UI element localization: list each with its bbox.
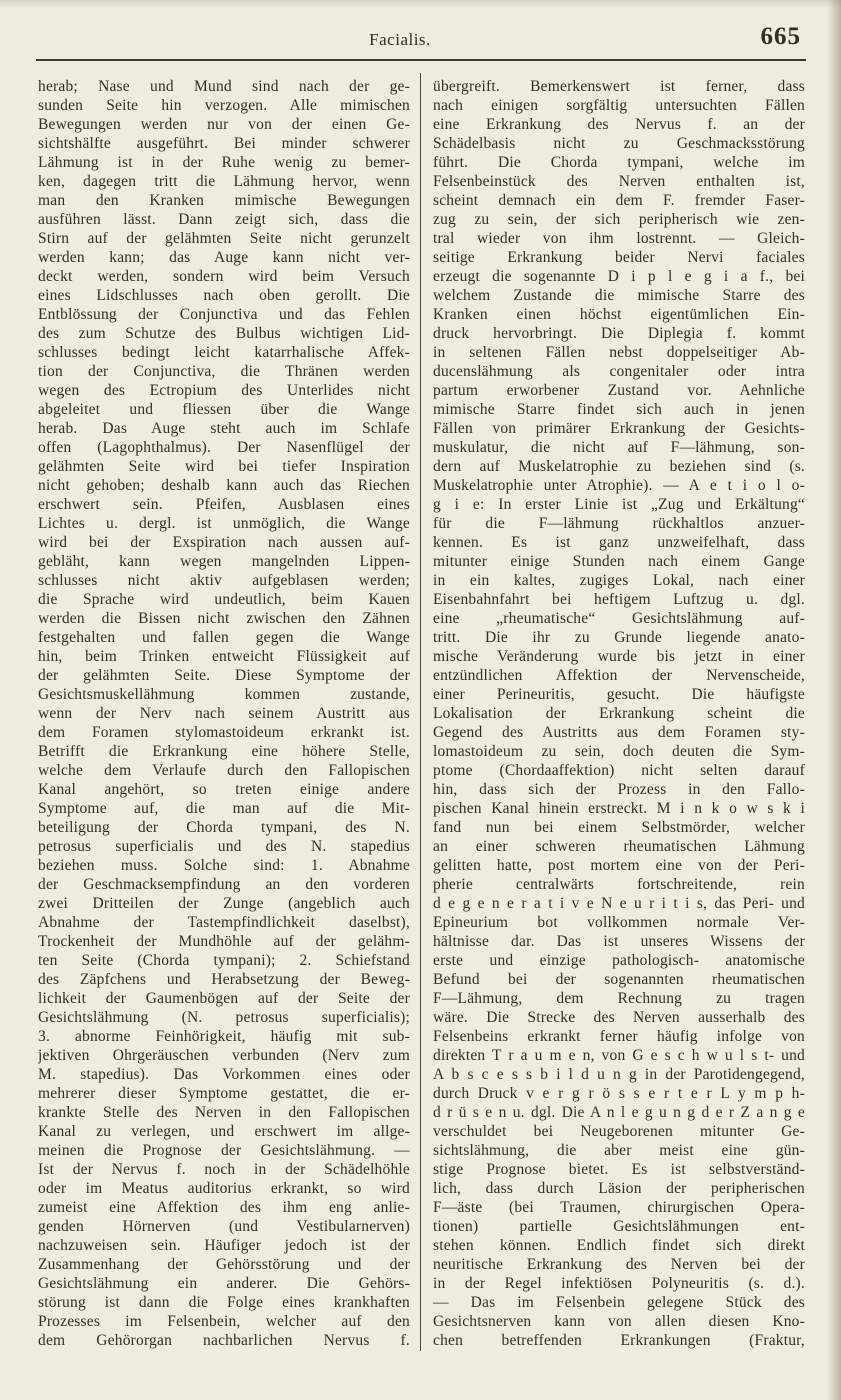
text-line: sichtshälfte ausgeführt. Bei minder schwerer bbox=[38, 135, 410, 152]
text-line: führt. Die Chorda tympani, welche im bbox=[433, 154, 805, 171]
text-line: zumeist eine Affektion des ihm eng anlie- bbox=[38, 1199, 410, 1216]
text-line: erzeugt die sogenannte D i p l e g i a f., bei bbox=[433, 268, 805, 285]
text-line: — Das im Felsenbein gelegene Stück des bbox=[433, 1294, 805, 1311]
text-line: einer Perineuritis, gesucht. Die häufigste bbox=[433, 686, 805, 703]
text-line: Lokalisation der Erkrankung scheint die bbox=[433, 705, 805, 722]
text-line: ducenslähmung als congenitaler oder intra bbox=[433, 363, 805, 380]
text-line: nachzuweisen sein. Häufiger jedoch ist der bbox=[38, 1237, 410, 1254]
text-column-left bbox=[38, 77, 410, 1350]
text-line: erschwert sein. Pfeifen, Ausblasen eines bbox=[38, 496, 410, 513]
text-line: ten Seite (Chorda tympani); 2. Schiefstand bbox=[38, 952, 410, 969]
text-line: störung ist dann die Folge eines krankhaften bbox=[38, 1294, 410, 1311]
text-line: abgeleitet und fliessen über die Wange bbox=[38, 401, 410, 418]
text-line: zug zu sein, der sich peripherisch wie zen- bbox=[433, 211, 805, 228]
text-line: meinen die Prognose der Gesichtslähmung. — bbox=[38, 1142, 410, 1159]
text-line: werden die Bissen nicht zwischen den Zähnen bbox=[38, 610, 410, 627]
text-line: durch Druck v e r g r ö s s e r t e r L y m p h- bbox=[433, 1085, 805, 1102]
text-line: die Sprache wird undeutlich, beim Kauen bbox=[38, 591, 410, 608]
text-line: sunden Seite hin verzogen. Alle mimischen bbox=[38, 97, 410, 114]
text-line: tionen) partielle Gesichtslähmungen ent- bbox=[433, 1218, 805, 1235]
text-line: schlusses bedingt leicht katarrhalische Affek- bbox=[38, 344, 410, 361]
text-line: offen (Lagophthalmus). Der Nasenflügel der bbox=[38, 439, 410, 456]
text-line: man den Kranken mimische Bewegungen bbox=[38, 192, 410, 209]
text-line: Bewegungen werden nur von der einen Ge- bbox=[38, 116, 410, 133]
text-line: Betrifft die Erkrankung eine höhere Stelle, bbox=[38, 743, 410, 760]
text-line: eine „rheumatische“ Gesichtslähmung auf- bbox=[433, 610, 805, 627]
text-line: neuritische Erkrankung des Nerven bei der bbox=[433, 1256, 805, 1273]
text-line: scheint demnach ein dem F. fremder Faser- bbox=[433, 192, 805, 209]
header-rule bbox=[36, 59, 806, 61]
text-line: Lichtes u. dergl. ist unmöglich, die Wange bbox=[38, 515, 410, 532]
text-line: an einer schweren rheumatischen Lähmung bbox=[433, 838, 805, 855]
text-line: Prozesses im Felsenbein, welcher auf den bbox=[38, 1313, 410, 1330]
text-line: Befund bei der sogenannten rheumatischen bbox=[433, 971, 805, 988]
text-line: in ein kaltes, zugiges Lokal, nach einer bbox=[433, 572, 805, 589]
text-line: entzündlichen Affektion der Nervenscheide, bbox=[433, 667, 805, 684]
text-line: mitunter einige Stunden nach einem Gange bbox=[433, 553, 805, 570]
text-line: pischen Kanal hinein erstreckt. M i n k o w s k i bbox=[433, 800, 805, 817]
text-line: herab; Nase und Mund sind nach der ge- bbox=[38, 78, 410, 95]
text-line: fand nun bei einem Selbstmörder, welcher bbox=[433, 819, 805, 836]
text-line: hältnisse dar. Das ist unseres Wissens der bbox=[433, 933, 805, 950]
text-line: Kanal angehört, so treten einige andere bbox=[38, 781, 410, 798]
text-line: petrosus superficialis und des N. stapedius bbox=[38, 838, 410, 855]
text-line: welchem Zustande die mimische Starre des bbox=[433, 287, 805, 304]
text-line: stige Prognose bietet. Es ist selbstverständ- bbox=[433, 1161, 805, 1178]
text-line: mische Veränderung wurde bis jetzt in einer bbox=[433, 648, 805, 665]
scan-top-shadow bbox=[0, 0, 841, 8]
text-line: F—äste (bei Traumen, chirurgischen Opera- bbox=[433, 1199, 805, 1216]
text-line: dem Gehörorgan nachbarlichen Nervus f. bbox=[38, 1332, 410, 1349]
text-line: für die F—lähmung rückhaltlos anzuer- bbox=[433, 515, 805, 532]
text-line: mimische Starre findet sich auch in jenen bbox=[433, 401, 805, 418]
text-line: lomastoideum zu sein, doch deuten die Sym- bbox=[433, 743, 805, 760]
text-line: Fällen von primärer Erkrankung der Gesichts- bbox=[433, 420, 805, 437]
text-line: seitige Erkrankung beider Nervi faciales bbox=[433, 249, 805, 266]
text-line: direkten T r a u m e n, von G e s c h w u l s t- und bbox=[433, 1047, 805, 1064]
text-line: dem Foramen stylomastoideum erkrankt ist. bbox=[38, 724, 410, 741]
text-line: 3. abnorme Feinhörigkeit, häufig mit sub- bbox=[38, 1028, 410, 1045]
text-line: zwei Dritteilen der Zunge (angeblich auch bbox=[38, 895, 410, 912]
text-line: nach einigen sorgfältig untersuchten Fällen bbox=[433, 97, 805, 114]
text-line: Epineurium bot vollkommen normale Ver- bbox=[433, 914, 805, 931]
text-line: hin, beim Trinken entweicht Flüssigkeit auf bbox=[38, 648, 410, 665]
text-line: krankte Stelle des Nerven in den Fallopischen bbox=[38, 1104, 410, 1121]
text-line: Gegend des Austritts aus dem Foramen sty- bbox=[433, 724, 805, 741]
text-line: nicht gehoben; deshalb kann auch das Riechen bbox=[38, 477, 410, 494]
text-line: tral wieder von ihm lostrennt. — Gleich- bbox=[433, 230, 805, 247]
text-line: des zum Schutze des Bulbus wichtigen Lid- bbox=[38, 325, 410, 342]
text-line: übergreift. Bemerkenswert ist ferner, dass bbox=[433, 78, 805, 95]
text-line: A b s c e s s b i l d u n g in der Parotidengegend, bbox=[433, 1066, 805, 1083]
text-line: des Zäpfchens und Herabsetzung der Beweg- bbox=[38, 971, 410, 988]
text-line: schlusses nicht aktiv aufgeblasen werden; bbox=[38, 572, 410, 589]
text-line: Kranken einen höchst eigentümlichen Ein- bbox=[433, 306, 805, 323]
text-line: Felsenbeins erkrankt ferner häufig infolge von bbox=[433, 1028, 805, 1045]
text-line: verschuldet bei Neugeborenen mitunter Ge- bbox=[433, 1123, 805, 1140]
text-column-right bbox=[433, 77, 805, 1350]
text-line: stehen können. Endlich findet sich direkt bbox=[433, 1237, 805, 1254]
text-line: Symptome auf, die man auf die Mit- bbox=[38, 800, 410, 817]
text-line: gelitten hatte, post mortem eine von der Peri- bbox=[433, 857, 805, 874]
text-line: Gesichtsmuskellähmung kommen zustande, bbox=[38, 686, 410, 703]
text-line: pherie centralwärts fortschreitende, rein bbox=[433, 876, 805, 893]
text-line: gebläht, kann wegen mangelnden Lippen- bbox=[38, 553, 410, 570]
text-line: festgehalten und fallen gegen die Wange bbox=[38, 629, 410, 646]
text-line: Gesichtslähmung (N. petrosus superficialis); bbox=[38, 1009, 410, 1026]
text-line: Schädelbasis nicht zu Geschmacksstörung bbox=[433, 135, 805, 152]
text-line: Entblössung der Conjunctiva und das Fehlen bbox=[38, 306, 410, 323]
text-line: Abnahme der Tastempfindlichkeit daselbst), bbox=[38, 914, 410, 931]
text-line: herab. Das Auge steht auch im Schlafe bbox=[38, 420, 410, 437]
scan-edge-shadow bbox=[827, 0, 841, 1400]
text-line: gelähmten Seite wird bei tiefer Inspiration bbox=[38, 458, 410, 475]
text-line: wenn der Nerv nach seinem Austritt aus bbox=[38, 705, 410, 722]
text-line: genden Hörnerven (und Vestibularnerven) bbox=[38, 1218, 410, 1235]
page-number: 665 bbox=[760, 23, 801, 50]
text-line: eines Lidschlusses nach oben gerollt. Die bbox=[38, 287, 410, 304]
text-line: dern auf Muskelatrophie zu beziehen sind (s. bbox=[433, 458, 805, 475]
text-line: M. stapedius). Das Vorkommen eines oder bbox=[38, 1066, 410, 1083]
text-line: mehrerer dieser Symptome gestattet, die er- bbox=[38, 1085, 410, 1102]
running-title: Facialis. bbox=[369, 30, 431, 49]
text-line: kennen. Es ist ganz unzweifelhaft, dass bbox=[433, 534, 805, 551]
text-line: lichkeit der Gaumenbögen auf der Seite der bbox=[38, 990, 410, 1007]
text-line: Stirn auf der gelähmten Seite nicht gerunzelt bbox=[38, 230, 410, 247]
text-line: Felsenbeinstück des Nerven enthalten ist, bbox=[433, 173, 805, 190]
text-line: welche dem Verlaufe durch den Fallopischen bbox=[38, 762, 410, 779]
text-line: in seltenen Fällen nebst doppelseitiger Ab- bbox=[433, 344, 805, 361]
text-line: wäre. Die Strecke des Nerven ausserhalb des bbox=[433, 1009, 805, 1026]
text-line: erste und einzige pathologisch- anatomische bbox=[433, 952, 805, 969]
text-line: Kanal zu verlegen, und erschwert im allge- bbox=[38, 1123, 410, 1140]
text-line: wird bei der Exspiration nach aussen auf- bbox=[38, 534, 410, 551]
text-line: chen betreffenden Erkrankungen (Fraktur, bbox=[433, 1332, 805, 1349]
text-line: werden kann; das Auge kann nicht ver- bbox=[38, 249, 410, 266]
text-line: tion der Conjunctiva, die Thränen werden bbox=[38, 363, 410, 380]
text-line: der gelähmten Seite. Diese Symptome der bbox=[38, 667, 410, 684]
text-line: partum erworbener Zustand vor. Aehnliche bbox=[433, 382, 805, 399]
text-line: d e g e n e r a t i v e N e u r i t i s, das Peri- und bbox=[433, 895, 805, 912]
text-line: ken, dagegen tritt die Lähmung hervor, wenn bbox=[38, 173, 410, 190]
text-line: eine Erkrankung des Nervus f. an der bbox=[433, 116, 805, 133]
text-line: lich, dass durch Läsion der peripherischen bbox=[433, 1180, 805, 1197]
column-divider bbox=[420, 73, 421, 1351]
text-line: deckt werden, sondern wird beim Versuch bbox=[38, 268, 410, 285]
text-line: beziehen muss. Solche sind: 1. Abnahme bbox=[38, 857, 410, 874]
text-line: Ist der Nervus f. noch in der Schädelhöhle bbox=[38, 1161, 410, 1178]
text-line: F—Lähmung, dem Rechnung zu tragen bbox=[433, 990, 805, 1007]
text-line: hin, dass sich der Prozess in den Fallo- bbox=[433, 781, 805, 798]
text-line: ausführen lässt. Dann zeigt sich, dass die bbox=[38, 211, 410, 228]
text-line: Trockenheit der Mundhöhle auf der gelähm- bbox=[38, 933, 410, 950]
text-line: Zusammenhang der Gehörsstörung und der bbox=[38, 1256, 410, 1273]
text-line: ptome (Chordaaffektion) nicht selten darauf bbox=[433, 762, 805, 779]
text-line: beteiligung der Chorda tympani, des N. bbox=[38, 819, 410, 836]
text-line: der Geschmacksempfindung an den vorderen bbox=[38, 876, 410, 893]
text-line: jektiven Ohrgeräuschen verbunden (Nerv zum bbox=[38, 1047, 410, 1064]
text-line: in der Regel infektiösen Polyneuritis (s. d.). bbox=[433, 1275, 805, 1292]
text-line: tritt. Die ihr zu Grunde liegende anato- bbox=[433, 629, 805, 646]
text-line: d r ü s e n u. dgl. Die A n l e g u n g d e r Z a n g e bbox=[433, 1104, 805, 1121]
text-line: Gesichtslähmung ein anderer. Die Gehörs- bbox=[38, 1275, 410, 1292]
text-line: Gesichtsnerven kann von allen diesen Kno- bbox=[433, 1313, 805, 1330]
text-line: wegen des Ectropium des Unterlides nicht bbox=[38, 382, 410, 399]
text-line: g i e: In erster Linie ist „Zug und Erkältung“ bbox=[433, 496, 805, 513]
text-line: sichtslähmung, die aber meist eine gün- bbox=[433, 1142, 805, 1159]
text-line: druck hervorbringt. Die Diplegia f. kommt bbox=[433, 325, 805, 342]
text-line: Eisenbahnfahrt bei heftigem Luftzug u. dgl. bbox=[433, 591, 805, 608]
text-line: muskulatur, die nicht auf F—lähmung, son- bbox=[433, 439, 805, 456]
text-line: oder im Meatus auditorius erkrankt, so wird bbox=[38, 1180, 410, 1197]
text-line: Lähmung ist in der Ruhe wenig zu bemer- bbox=[38, 154, 410, 171]
text-line: Muskelatrophie unter Atrophie). — A e t i o l o- bbox=[433, 477, 805, 494]
